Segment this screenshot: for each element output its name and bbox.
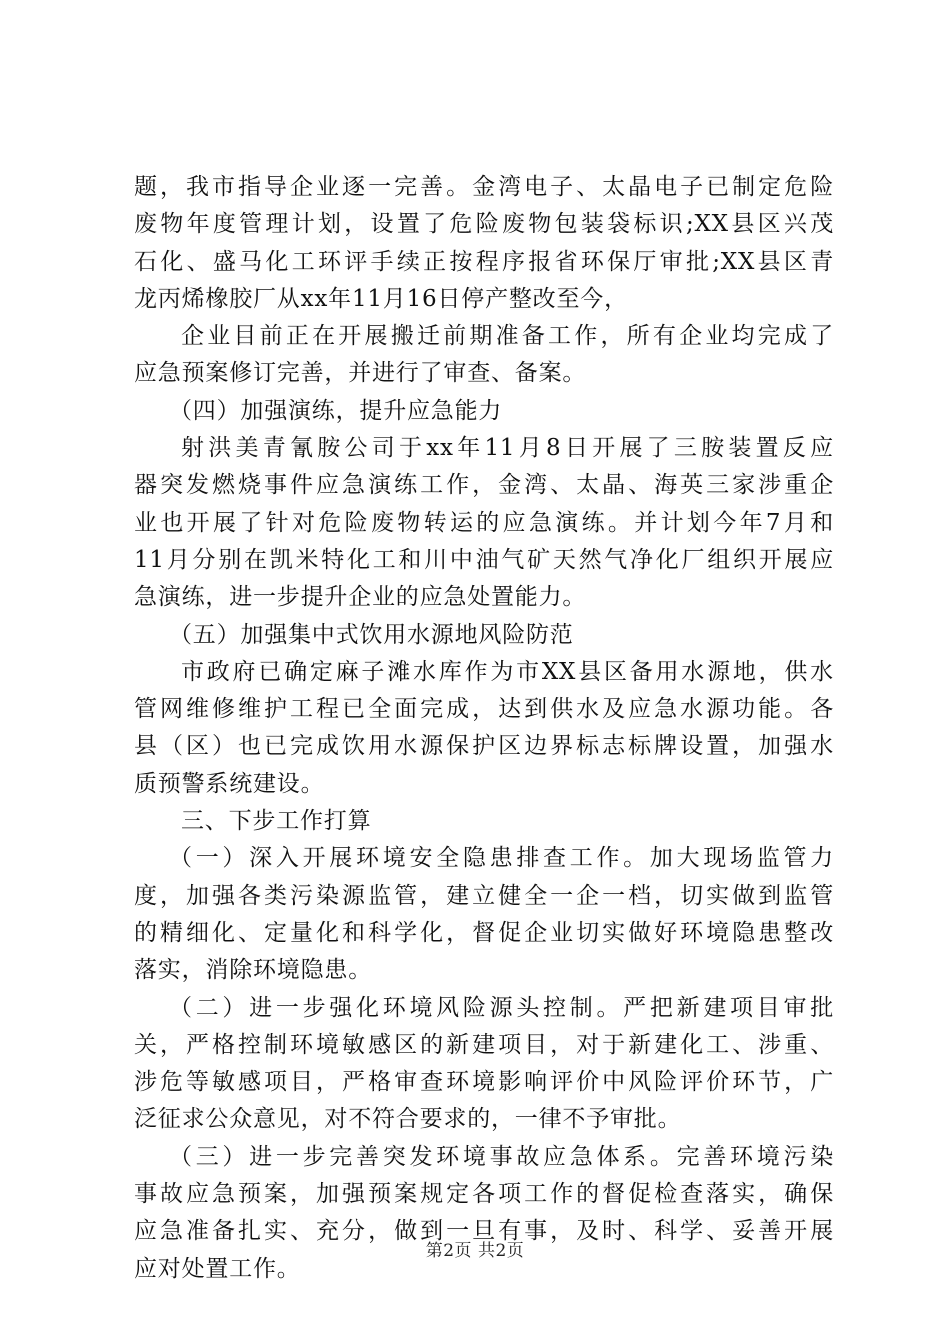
text-line: 废物年度管理计划，设置了危险废物包装袋标识;XX县区兴茂 (134, 211, 834, 238)
text-line: 事故应急预案，加强预案规定各项工作的督促检查落实，确保 (134, 1181, 834, 1208)
text-line: 题，我市指导企业逐一完善。金湾电子、太晶电子已制定危险 (134, 174, 834, 200)
paragraph-first-line: （三）进一步完善突发环境事故应急体系。完善环境污染 (169, 1143, 834, 1170)
text-line: 业也开展了针对危险废物转运的应急演练。并计划今年7月和 (134, 509, 834, 536)
text-line: 落实，消除环境隐患。 (134, 957, 372, 984)
section-heading: （四）加强演练，提升应急能力 (169, 397, 503, 424)
text-line: 石化、盛马化工环评手续正按程序报省环保厅审批;XX县区青 (134, 248, 834, 275)
document-body (134, 169, 834, 1288)
text-line: 应急预案修订完善，并进行了审查、备案。 (134, 360, 587, 387)
paragraph-first-line: （二）进一步强化环境风险源头控制。严把新建项目审批 (169, 994, 834, 1021)
text-line: 度，加强各类污染源监管，建立健全一企一档，切实做到监管 (134, 882, 834, 909)
text-line: 县（区）也已完成饮用水源保护区边界标志标牌设置，加强水 (134, 733, 834, 760)
text-line: 器突发燃烧事件应急演练工作，金湾、太晶、海英三家涉重企 (134, 472, 834, 499)
paragraph-first-line: 市政府已确定麻子滩水库作为市XX县区备用水源地，供水 (181, 658, 834, 685)
paragraph-first-line: （一）深入开展环境安全隐患排查工作。加大现场监管力 (169, 845, 834, 872)
paragraph-first-line: 企业目前正在开展搬迁前期准备工作，所有企业均完成了 (181, 323, 834, 350)
text-line: 11月分别在凯米特化工和川中油气矿天然气净化厂组织开展应 (134, 546, 834, 573)
section-heading: 三、下步工作打算 (181, 808, 372, 835)
text-line: 涉危等敏感项目，严格审查环境影响评价中风险评价环节，广 (134, 1069, 834, 1096)
text-line: 急演练，进一步提升企业的应急处置能力。 (134, 584, 587, 611)
page-number-footer: 第2页 共2页 (425, 1241, 525, 1261)
section-heading: （五）加强集中式饮用水源地风险防范 (169, 621, 574, 648)
text-line: 的精细化、定量化和科学化，督促企业切实做好环境隐患整改 (134, 919, 834, 946)
text-line: 管网维修维护工程已全面完成，达到供水及应急水源功能。各 (134, 696, 834, 723)
text-line: 泛征求公众意见，对不符合要求的，一律不予审批。 (134, 1106, 682, 1133)
text-line: 质预警系统建设。 (134, 770, 325, 797)
text-line: 龙丙烯橡胶厂从xx年11月16日停产整改至今， (134, 285, 628, 312)
paragraph-first-line: 射洪美青氰胺公司于xx年11月8日开展了三胺装置反应 (181, 435, 834, 462)
text-line: 应急准备扎实、充分，做到一旦有事，及时、科学、妥善开展 (134, 1218, 834, 1245)
text-line: 应对处置工作。 (134, 1255, 301, 1282)
text-line: 关，严格控制环境敏感区的新建项目，对于新建化工、涉重、 (134, 1031, 834, 1058)
